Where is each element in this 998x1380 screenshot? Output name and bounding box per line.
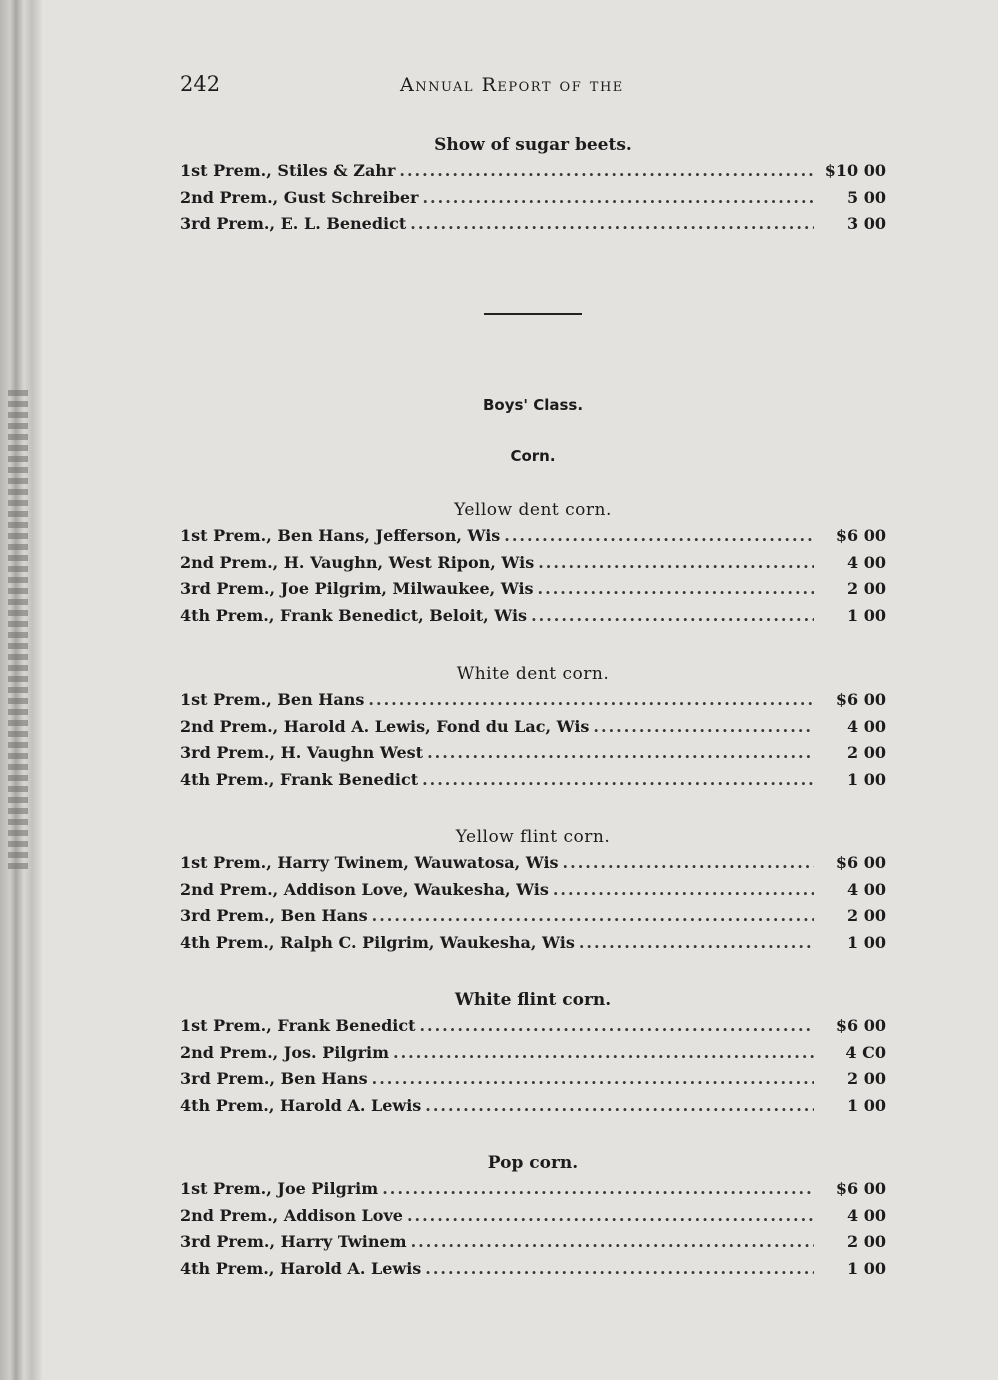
list-item	[180, 903, 886, 930]
list-item	[180, 185, 886, 212]
entry-amount: 4 00	[847, 879, 886, 899]
entry-amount: $6 00	[835, 1179, 886, 1198]
entry-name: 1st Prem., Frank Benedict	[180, 1016, 416, 1035]
yellow-dent-heading: Yellow dent corn.	[454, 500, 612, 520]
entry-name: 3rd Prem., Joe Pilgrim, Milwaukee, Wis	[180, 579, 534, 599]
list-item	[180, 1176, 886, 1203]
entry-amount: 1 00	[847, 932, 886, 952]
leader-dots	[368, 687, 814, 714]
entry-amount: 1 00	[847, 1095, 886, 1115]
white-flint-heading: White flint corn.	[454, 990, 612, 1010]
entry-amount: $6 00	[835, 526, 886, 545]
list-item	[180, 211, 886, 238]
entry-amount: 4 00	[847, 1205, 886, 1225]
entry-name: 2nd Prem., Gust Schreiber	[180, 187, 419, 207]
leader-dots	[399, 158, 814, 185]
leader-dots	[504, 523, 814, 550]
entry-name: 2nd Prem., Jos. Pilgrim	[180, 1042, 390, 1062]
entry-name: 1st Prem., Harry Twinem, Wauwatosa, Wis	[180, 853, 559, 872]
entry-amount: 1 00	[847, 769, 886, 789]
leader-dots	[425, 1256, 814, 1283]
list-item	[180, 930, 886, 957]
list-item	[180, 523, 886, 550]
list-item	[180, 1093, 886, 1120]
list-item	[180, 767, 886, 794]
entry-name: 4th Prem., Harold A. Lewis	[180, 1095, 422, 1115]
leader-dots	[531, 603, 814, 630]
list-item	[180, 158, 886, 185]
yellow-flint-heading: Yellow flint corn.	[455, 827, 611, 847]
entry-name: 2nd Prem., H. Vaughn, West Ripon, Wis	[180, 552, 535, 572]
entry-name: 1st Prem., Stiles & Zahr	[180, 161, 396, 180]
list-item	[180, 1203, 886, 1230]
list-item	[180, 1013, 886, 1040]
running-title: Annual Report of the	[400, 74, 624, 96]
white-flint-section	[180, 987, 886, 1119]
entry-amount: $6 00	[835, 1016, 886, 1035]
leader-dots	[425, 1093, 814, 1120]
yellow-dent-section	[180, 497, 886, 629]
running-head	[180, 72, 890, 102]
leader-dots	[419, 1013, 814, 1040]
leader-dots	[563, 850, 814, 877]
entry-amount: 2 00	[847, 1232, 886, 1252]
entry-name: 4th Prem., Harold A. Lewis	[180, 1258, 422, 1278]
leader-dots	[553, 877, 814, 904]
entry-name: 2nd Prem., Harold A. Lewis, Fond du Lac, Wis	[180, 716, 590, 736]
entry-name: 3rd Prem., Ben Hans	[180, 906, 368, 926]
list-item	[180, 1066, 886, 1093]
leader-dots	[593, 714, 814, 741]
sugar-beets-heading: Show of sugar beets.	[434, 135, 632, 155]
list-item	[180, 740, 886, 767]
pop-corn-heading: Pop corn.	[487, 1153, 579, 1173]
list-item	[180, 687, 886, 714]
leader-dots	[382, 1176, 814, 1203]
entry-amount: $10 00	[824, 161, 886, 180]
entry-amount: 2 00	[847, 743, 886, 763]
yellow-flint-section	[180, 824, 886, 956]
corn-heading: Corn.	[510, 447, 556, 465]
white-dent-heading: White dent corn.	[456, 664, 610, 684]
entry-name: 2nd Prem., Addison Love, Waukesha, Wis	[180, 879, 549, 899]
entry-amount: 4 00	[847, 552, 886, 572]
entry-amount: 4 00	[847, 716, 886, 736]
entry-amount: 3 00	[847, 214, 886, 234]
section-divider-rule	[484, 313, 582, 315]
list-item	[180, 877, 886, 904]
entry-amount: 5 00	[847, 187, 886, 207]
leader-dots	[427, 740, 814, 767]
entry-name: 3rd Prem., Harry Twinem	[180, 1232, 407, 1252]
entry-amount: 2 00	[847, 579, 886, 599]
list-item	[180, 1229, 886, 1256]
entry-amount: 1 00	[847, 1258, 886, 1278]
entry-amount: $6 00	[835, 690, 886, 709]
entry-name: 1st Prem., Ben Hans, Jefferson, Wis	[180, 526, 501, 545]
list-item	[180, 714, 886, 741]
entry-name: 3rd Prem., Ben Hans	[180, 1069, 368, 1089]
list-item	[180, 576, 886, 603]
boys-class-heading: Boys' Class.	[482, 396, 584, 414]
entry-name: 4th Prem., Frank Benedict, Beloit, Wis	[180, 605, 528, 625]
leader-dots	[411, 1229, 814, 1256]
entry-name: 3rd Prem., H. Vaughn West	[180, 743, 424, 763]
corn-heading-block	[180, 443, 886, 469]
list-item	[180, 603, 886, 630]
leader-dots	[538, 576, 814, 603]
leader-dots	[422, 185, 814, 212]
leader-dots	[372, 1066, 814, 1093]
entry-name: 4th Prem., Frank Benedict	[180, 769, 419, 789]
entry-amount: 2 00	[847, 1069, 886, 1089]
page-number: 242	[180, 72, 221, 96]
leader-dots	[422, 767, 814, 794]
pop-corn-section	[180, 1150, 886, 1282]
white-dent-section	[180, 661, 886, 793]
list-item	[180, 1256, 886, 1283]
entry-name: 3rd Prem., E. L. Benedict	[180, 214, 407, 234]
entry-amount: 4 C0	[845, 1042, 886, 1062]
list-item	[180, 1040, 886, 1067]
entry-name: 4th Prem., Ralph C. Pilgrim, Waukesha, Wis	[180, 932, 575, 952]
sugar-beets-section	[180, 132, 886, 238]
leader-dots	[410, 211, 814, 238]
leader-dots	[407, 1203, 814, 1230]
leader-dots	[579, 930, 814, 957]
entry-name: 1st Prem., Ben Hans	[180, 690, 365, 709]
boys-class-heading-block	[180, 392, 886, 418]
leader-dots	[538, 550, 814, 577]
entry-amount: 2 00	[847, 906, 886, 926]
entry-name: 2nd Prem., Addison Love	[180, 1205, 403, 1225]
entry-amount: $6 00	[835, 853, 886, 872]
leader-dots	[372, 903, 814, 930]
entry-name: 1st Prem., Joe Pilgrim	[180, 1179, 379, 1198]
list-item	[180, 550, 886, 577]
entry-amount: 1 00	[847, 605, 886, 625]
leader-dots	[393, 1040, 814, 1067]
list-item	[180, 850, 886, 877]
